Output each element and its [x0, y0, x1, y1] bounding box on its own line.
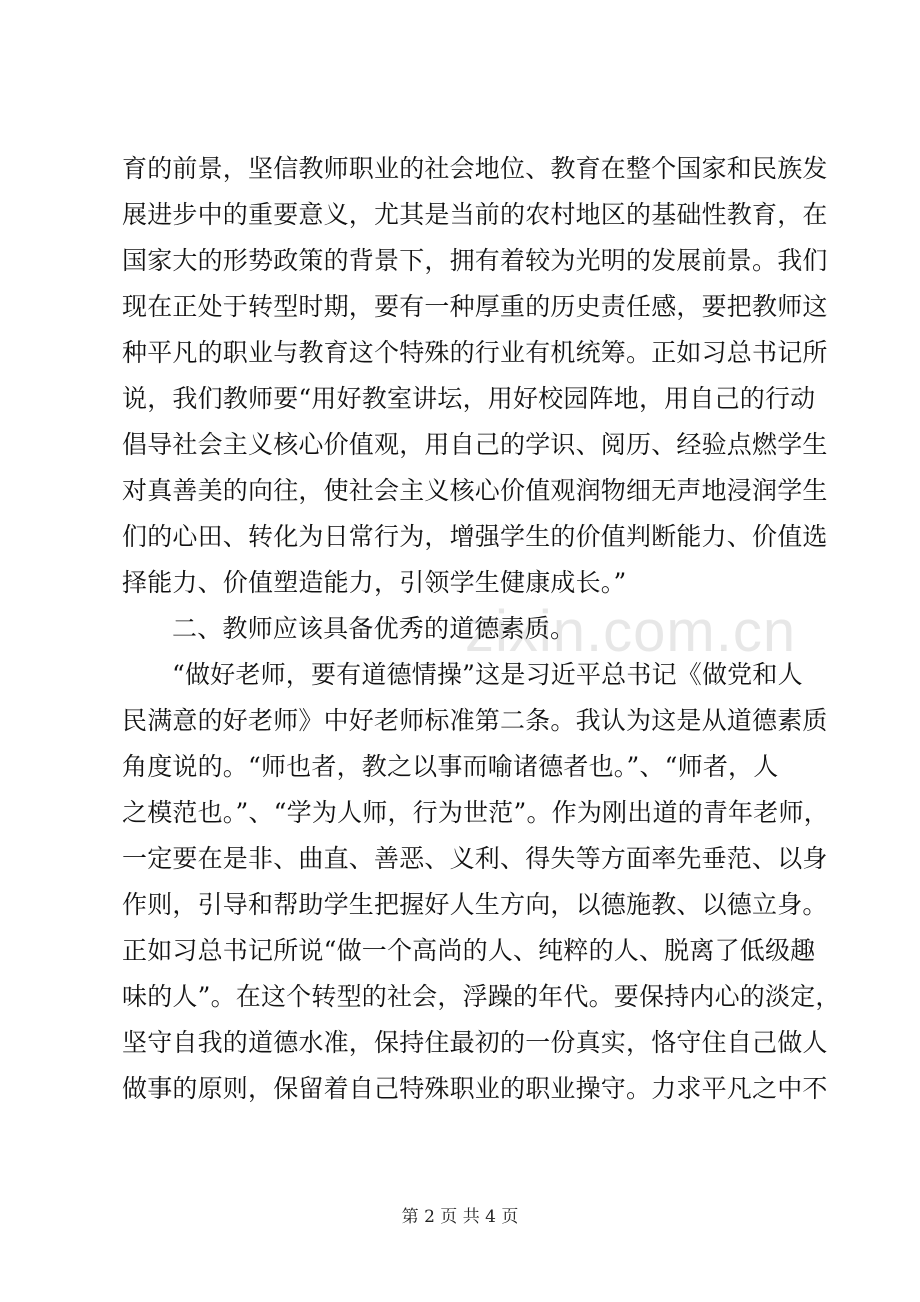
text-line: 对真善美的向往，使社会主义核心价值观润物细无声地浸润学生	[122, 476, 828, 505]
text-line: 择能力、价值塑造能力，引领学生健康成长。”	[122, 568, 627, 597]
text-line: 作则，引导和帮助学生把握好人生方向，以德施教、以德立身。	[122, 890, 828, 919]
text-line: 说，我们教师要“用好教室讲坛，用好校园阵地，用自己的行动	[122, 384, 816, 413]
text-line: 正如习总书记所说“做一个高尚的人、纯粹的人、脱离了低级趣	[122, 936, 816, 965]
text-line: 国家大的形势政策的背景下，拥有着较为光明的发展前景。我们	[122, 246, 828, 275]
text-line: 味的人”。在这个转型的社会，浮躁的年代。要保持内心的淡定，	[122, 982, 841, 1011]
text-line: 倡导社会主义核心价值观，用自己的学识、阅历、经验点燃学生	[122, 430, 828, 459]
text-line: 民满意的好老师》中好老师标准第二条。我认为这是从道德素质	[122, 706, 828, 735]
text-line: 做事的原则，保留着自己特殊职业的职业操守。力求平凡之中不	[122, 1074, 828, 1103]
text-line: 一定要在是非、曲直、善恶、义利、得失等方面率先垂范、以身	[122, 844, 828, 873]
text-line: 角度说的。“师也者，教之以事而喻诸德者也。”、“师者，人	[122, 752, 779, 781]
text-line: 育的前景，坚信教师职业的社会地位、教育在整个国家和民族发	[122, 154, 828, 183]
text-line: 之模范也。”、“学为人师，行为世范”。作为刚出道的青年老师，	[122, 798, 829, 827]
text-line: 展进步中的重要意义，尤其是当前的农村地区的基础性教育，在	[122, 200, 828, 229]
body-text	[122, 146, 841, 1112]
paragraph-start-line: “做好老师，要有道德情操”这是习近平总书记《做党和人	[172, 660, 803, 689]
section-heading: 二、教师应该具备优秀的道德素质。	[172, 614, 576, 643]
text-line: 种平凡的职业与教育这个特殊的行业有机统筹。正如习总书记所	[122, 338, 828, 367]
text-line: 坚守自我的道德水准，保持住最初的一份真实，恪守住自己做人	[122, 1028, 828, 1057]
watermark: zixin.com.cn	[465, 599, 797, 664]
text-line: 们的心田、转化为日常行为，增强学生的价值判断能力、价值选	[122, 522, 828, 551]
page-footer: 第 2 页 共 4 页	[401, 1207, 519, 1227]
text-line: 现在正处于转型时期，要有一种厚重的历史责任感，要把教师这	[122, 292, 828, 321]
